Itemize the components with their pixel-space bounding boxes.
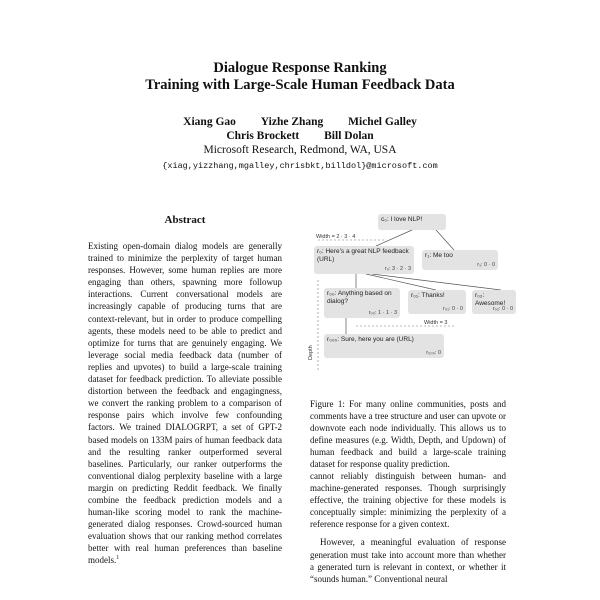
tree-node-r000 [324, 334, 444, 358]
node-feedback: r₀₁: 0 · 0 [442, 306, 463, 312]
affiliation: Microsoft Research, Redmond, WA, USA [203, 144, 397, 156]
node-label: r₁: Me too [425, 252, 453, 259]
figure-1-comment-tree [306, 210, 516, 390]
author-list [0, 115, 600, 143]
width-label: Width = 3 [424, 320, 448, 326]
depth-label: Depth [308, 345, 314, 360]
tree-node-r00 [324, 288, 400, 318]
author-name: Michel Galley [348, 116, 417, 128]
tree-node-context [378, 214, 446, 230]
paragraph: However, a meaningful evaluation of response generation must take into account more than whether a generated turn is relevant in context, or whether it “sounds human.” Conventional neural [310, 537, 506, 584]
figure-caption: Figure 1: For many online communities, posts and comments have a tree structure and user can upvote or downvote each node individually. This allows us to define measures (e.g. Width, Depth, and Updown) of human feedback and build a large-scale training dataset for response quality prediction. [310, 399, 506, 470]
node-label: r₀₁: Thanks! [411, 292, 445, 299]
author-name: Yizhe Zhang [260, 116, 324, 128]
paragraph: cannot reliably distinguish between human- and machine-generated responses. Though surprisingly effective, the training objective for these models is conceptually simple: minimizing the perplexity of a reference response for a given context. [310, 471, 506, 530]
node-feedback: r₀₀₀: 0 [426, 350, 441, 356]
node-label: c₀: I love NLP! [381, 216, 423, 223]
node-feedback: r₁: 0 · 0 [477, 262, 495, 268]
node-label: r₀₀: Anything based on dialog? [327, 290, 392, 305]
paper-title [0, 60, 600, 94]
width-label: Width = 2 · 3 · 4 [316, 234, 356, 240]
author-name: Xiang Gao [183, 116, 236, 128]
node-feedback: r₀₂: 0 · 0 [492, 306, 513, 312]
abstract-text: Existing open-domain dialog models are generally trained to minimize the perplexity of target human responses. However, some human replies are more engaging than others, spawning more followup interactions. Current conversational models are increasingly capable of producing turns that are context-relevant, but in order to produce compelling agents, these models need to be able to predict and optimize for turns that are genuinely engaging. We leverage social media feedback data (number of replies and upvotes) to build a large-scale training dataset for feedback prediction. To alleviate possible distortion between the feedback and engagingness, we convert the ranking problem to a comparison of response pairs which involve few confounding factors. We trained DIALOGRPT, a set of GPT-2 based models on 133M pairs of human feedback data and the resulting ranker outperformed several baselines. Particularly, our ranker outperforms the conventional dialog perplexity baseline with a large margin on predicting Reddit feedback. We finally combine the feedback prediction models and a human-like scoring model to rank the machine-generated dialog responses. Crowd-sourced human evaluation shows that our ranking method correlates better with real human preferences than baseline models. [88, 241, 282, 566]
node-label: r₀: Here’s a great NLP feedback (URL) [317, 248, 409, 263]
node-label: r₀₂: Awesome! [475, 292, 506, 307]
node-feedback: r₀: 3 · 2 · 3 [384, 266, 411, 272]
author-emails: {xiag,yizzhang,mgalley,chrisbkt,billdol}@microsoft.com [162, 161, 438, 171]
tree-node-r01 [408, 290, 466, 314]
author-name: Chris Brockett [226, 130, 300, 142]
abstract-heading: Abstract [164, 214, 206, 226]
footnote-mark: 1 [116, 555, 120, 562]
node-label: r₀₀₀: Sure, here you are (URL) [327, 336, 414, 343]
tree-node-r02 [472, 290, 516, 314]
title-line-2: Training with Large-Scale Human Feedback Data [145, 77, 455, 93]
node-feedback: r₀₀: 1 · 1 · 3 [368, 310, 397, 316]
author-name: Bill Dolan [324, 130, 374, 142]
title-line-1: Dialogue Response Ranking [213, 60, 387, 76]
edge [376, 230, 412, 246]
edge [436, 230, 454, 250]
abstract-body [88, 240, 282, 567]
tree-node-r0 [314, 246, 414, 274]
body-text [310, 470, 506, 591]
tree-node-r1 [422, 250, 498, 270]
